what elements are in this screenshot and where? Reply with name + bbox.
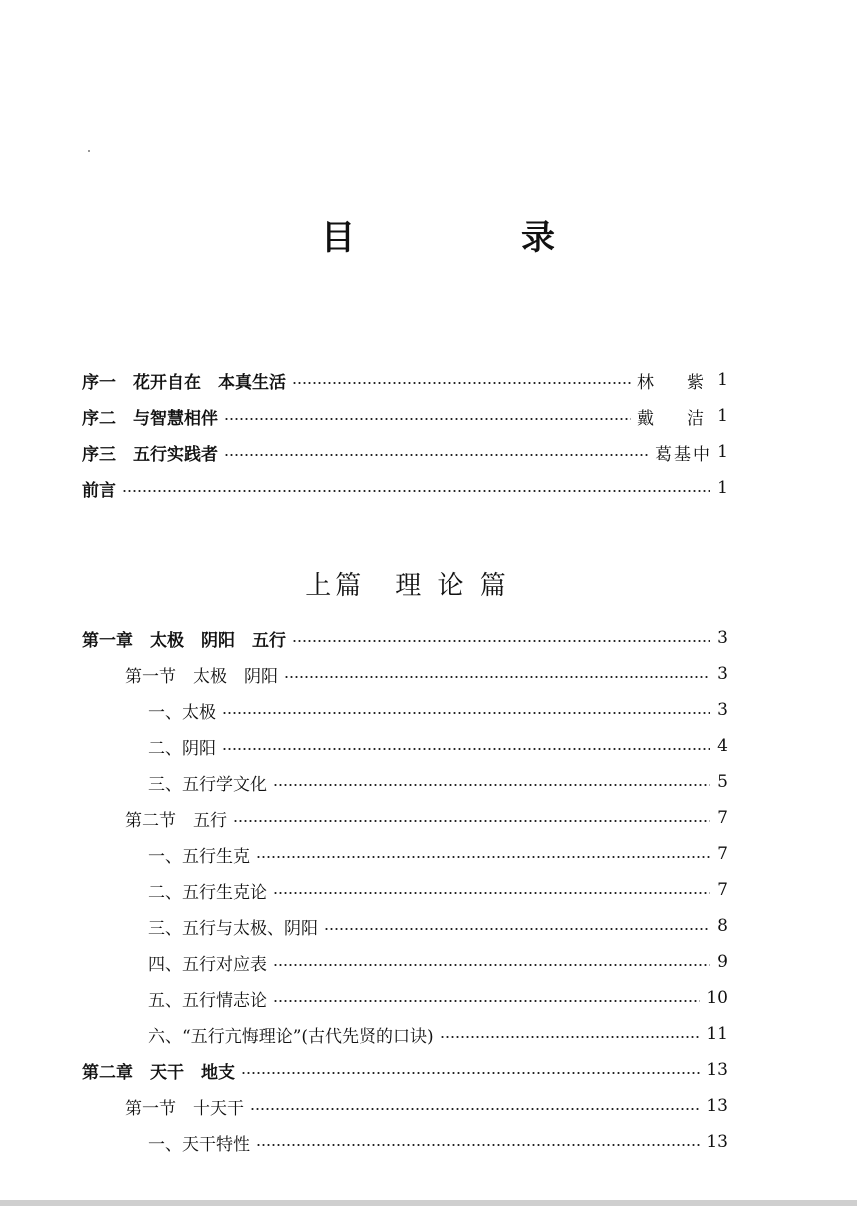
toc-page-number: 10 (706, 988, 728, 1008)
toc-author: 林 紫 (637, 372, 712, 393)
toc-label: 序三 五行实践者 (82, 444, 218, 465)
toc-page-number: 1 (717, 370, 728, 390)
toc-label: 二、阴阳 (148, 738, 216, 759)
toc-page-number: 8 (717, 916, 728, 936)
toc-label: 三、五行与太极、阴阳 (148, 918, 318, 939)
dot-leader (324, 928, 710, 930)
toc-page-number: 13 (706, 1060, 728, 1080)
toc-section-2-1[interactable] (82, 1091, 728, 1121)
toc-page-number: 9 (717, 952, 728, 972)
toc-page-number: 5 (717, 772, 728, 792)
toc-label: 三、五行学文化 (148, 774, 267, 795)
toc-page-number: 3 (717, 664, 728, 684)
toc-item[interactable] (82, 911, 728, 941)
toc-label: 二、五行生克论 (148, 882, 267, 903)
dot-leader (222, 748, 710, 750)
toc-label: 第一章 太极 阴阳 五行 (82, 630, 286, 651)
toc-item[interactable] (82, 1127, 728, 1157)
toc-page-number: 7 (717, 880, 728, 900)
toc-item[interactable] (82, 767, 728, 797)
toc-label: 一、天干特性 (148, 1134, 250, 1155)
toc-item[interactable] (82, 947, 728, 977)
toc-chapter-2[interactable] (82, 1055, 728, 1085)
toc-label: 第二节 五行 (125, 810, 227, 831)
dot-leader (224, 418, 631, 420)
toc-page-number: 13 (706, 1132, 728, 1152)
toc-section-1-1[interactable] (82, 659, 728, 689)
dot-leader (292, 640, 710, 642)
toc-page-number: 13 (706, 1096, 728, 1116)
toc-item[interactable] (82, 1019, 728, 1049)
toc-label: 六、“五行亢悔理论”(古代先贤的口诀) (148, 1026, 434, 1047)
toc-label: 序一 花开自在 本真生活 (82, 372, 286, 393)
dot-leader (273, 892, 710, 894)
toc-page-number: 7 (717, 808, 728, 828)
toc-page-number: 1 (717, 478, 728, 498)
dot-leader (233, 820, 710, 822)
toc-author: 葛基中 (655, 444, 712, 465)
toc-label: 一、太极 (148, 702, 216, 723)
toc-page-number: 3 (717, 700, 728, 720)
page-bottom-edge (0, 1200, 857, 1206)
dot-leader (122, 490, 710, 492)
toc-page-number: 11 (706, 1024, 728, 1044)
toc-chapter-1[interactable] (82, 623, 728, 653)
toc-label: 前言 (82, 480, 116, 501)
toc-page-number: 1 (717, 406, 728, 426)
dot-leader (250, 1108, 700, 1110)
toc-page-number: 3 (717, 628, 728, 648)
toc-label: 第一节 十天干 (125, 1098, 244, 1119)
dot-leader (224, 454, 649, 456)
toc-entry-preface-3[interactable] (82, 437, 728, 467)
toc-label: 四、五行对应表 (148, 954, 267, 975)
toc-item[interactable] (82, 731, 728, 761)
dot-leader (256, 856, 710, 858)
dot-leader (440, 1036, 701, 1038)
toc-section-1-2[interactable] (82, 803, 728, 833)
part-heading: 上篇 理 论 篇 (305, 571, 510, 601)
toc-entry-preface-1[interactable] (82, 365, 728, 395)
toc-label: 五、五行情志论 (148, 990, 267, 1011)
dot-leader (222, 712, 710, 714)
toc-item[interactable] (82, 875, 728, 905)
page-title: 目 录 (321, 218, 621, 258)
toc-entry-preface-2[interactable] (82, 401, 728, 431)
toc-label: 第一节 太极 阴阳 (125, 666, 278, 687)
toc-item[interactable] (82, 983, 728, 1013)
toc-item[interactable] (82, 695, 728, 725)
dot-leader (273, 964, 710, 966)
dot-leader (273, 1000, 700, 1002)
toc-page-number: 4 (717, 736, 728, 756)
toc-label: 序二 与智慧相伴 (82, 408, 218, 429)
dot-leader (256, 1144, 700, 1146)
scan-speck (88, 150, 90, 152)
toc-author: 戴 洁 (637, 408, 712, 429)
toc-item[interactable] (82, 839, 728, 869)
dot-leader (284, 676, 710, 678)
toc-page-number: 7 (717, 844, 728, 864)
dot-leader (292, 382, 631, 384)
toc-label: 一、五行生克 (148, 846, 250, 867)
toc-page-number: 1 (717, 442, 728, 462)
toc-label: 第二章 天干 地支 (82, 1062, 235, 1083)
toc-entry-foreword[interactable] (82, 473, 728, 503)
dot-leader (241, 1072, 700, 1074)
dot-leader (273, 784, 710, 786)
